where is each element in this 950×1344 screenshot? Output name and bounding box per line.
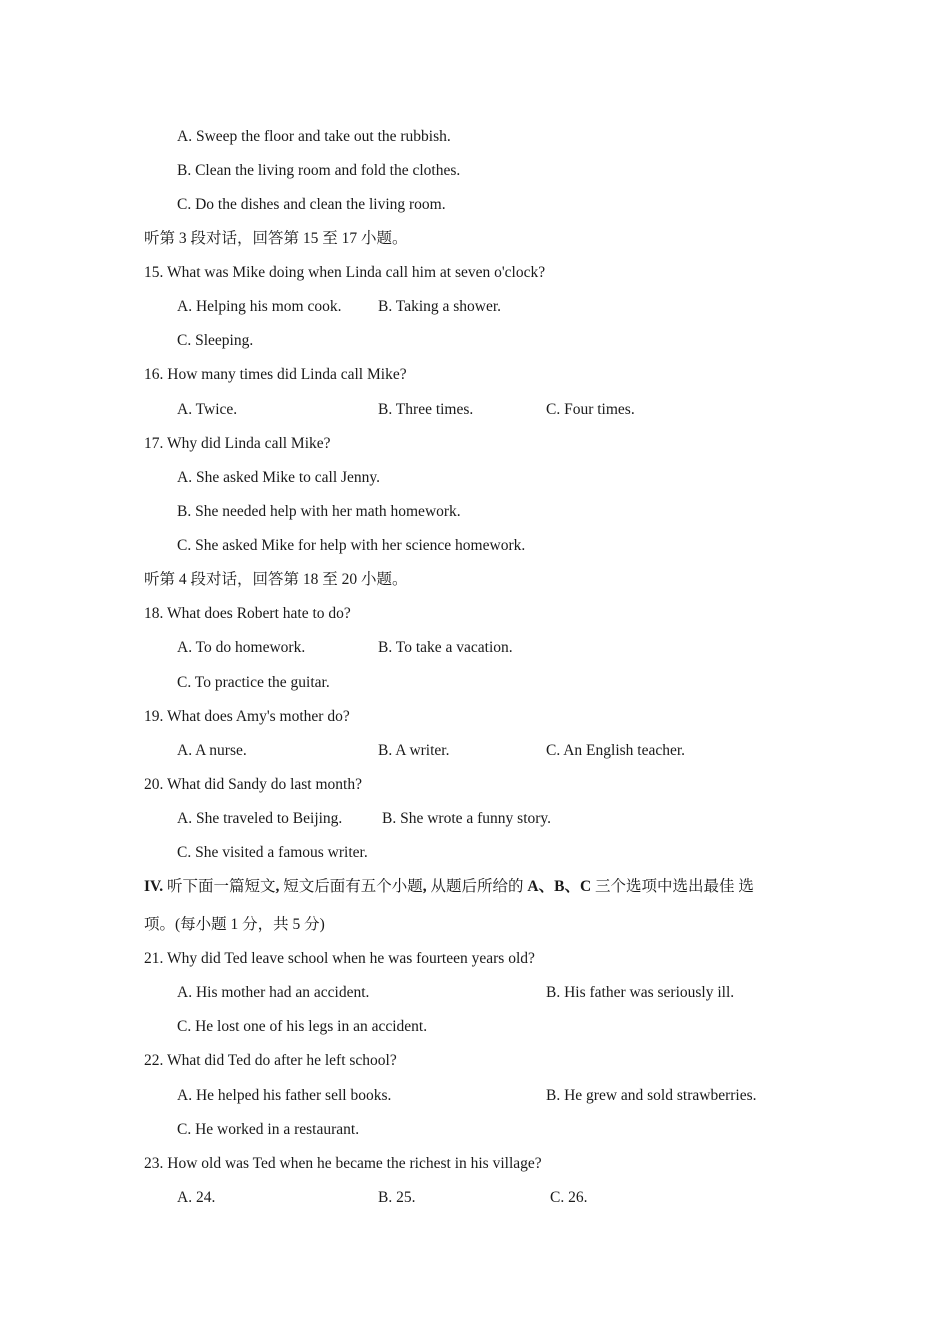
answer-option: A. 24. (177, 1189, 216, 1206)
answer-option: C. She visited a famous writer. (177, 844, 368, 861)
section-iv-heading (144, 877, 754, 897)
answer-option: B. He grew and sold strawberries. (546, 1087, 757, 1104)
answer-option: C. An English teacher. (546, 742, 686, 759)
question-line: 听第 4 段对话，回答第 18 至 20 小题。 (144, 571, 408, 588)
answer-option: B. 25. (378, 1189, 416, 1206)
question-line: 17. Why did Linda call Mike? (144, 435, 331, 452)
answer-option: B. To take a vacation. (378, 639, 513, 656)
answer-option: A. His mother had an accident. (177, 984, 370, 1001)
answer-option: A. Twice. (177, 401, 238, 418)
answer-option: B. Clean the living room and fold the clothes. (177, 162, 461, 179)
answer-option: A. Sweep the floor and take out the rubbish. (177, 128, 451, 145)
answer-option: C. He lost one of his legs in an accident. (177, 1018, 428, 1035)
heading-comma: , (275, 878, 280, 895)
question-line: 20. What did Sandy do last month? (144, 776, 362, 793)
answer-option: C. To practice the guitar. (177, 674, 330, 691)
answer-option: A. Helping his mom cook. (177, 298, 342, 315)
answer-option: C. 26. (550, 1189, 588, 1206)
answer-option: C. She asked Mike for help with her science homework. (177, 537, 526, 554)
answer-option: C. Do the dishes and clean the living room. (177, 196, 446, 213)
answer-option: A. She asked Mike to call Jenny. (177, 469, 381, 486)
answer-option: A. A nurse. (177, 742, 247, 759)
question-line: 23. How old was Ted when he became the richest in his village? (144, 1155, 542, 1172)
answer-option: C. Sleeping. (177, 332, 254, 349)
answer-option: C. He worked in a restaurant. (177, 1121, 360, 1138)
answer-option: B. Three times. (378, 401, 474, 418)
heading-comma: , (422, 878, 427, 895)
question-line: 听第 3 段对话，回答第 15 至 17 小题。 (144, 230, 408, 247)
answer-option: B. Taking a shower. (378, 298, 502, 315)
question-line: 15. What was Mike doing when Linda call him at seven o'clock? (144, 264, 546, 281)
question-line: 19. What does Amy's mother do? (144, 708, 350, 725)
answer-option: A. He helped his father sell books. (177, 1087, 392, 1104)
answer-option: B. She wrote a funny story. (382, 810, 552, 827)
section-numeral: IV. (144, 878, 164, 895)
answer-option: B. His father was seriously ill. (546, 984, 735, 1001)
question-line: 项。(每小题 1 分，共 5 分) (144, 916, 325, 933)
section-heading-text: 听下面一篇短文 (163, 878, 276, 895)
section-heading-text: 从题后所给的 (426, 878, 528, 895)
question-line: 16. How many times did Linda call Mike? (144, 366, 407, 383)
question-line: 21. Why did Ted leave school when he was fourteen years old? (144, 950, 535, 967)
answer-option: B. She needed help with her math homework. (177, 503, 461, 520)
answer-option: B. A writer. (378, 742, 450, 759)
section-heading-text: 短文后面有五个小题 (279, 878, 423, 895)
section-heading-text: 三个选项中选出最佳 选 (591, 878, 754, 895)
choice-letters: A、B、C (527, 878, 592, 895)
question-line: 22. What did Ted do after he left school? (144, 1052, 397, 1069)
question-line: 18. What does Robert hate to do? (144, 605, 351, 622)
answer-option: C. Four times. (546, 401, 635, 418)
answer-option: A. To do homework. (177, 639, 306, 656)
answer-option: A. She traveled to Beijing. (177, 810, 343, 827)
